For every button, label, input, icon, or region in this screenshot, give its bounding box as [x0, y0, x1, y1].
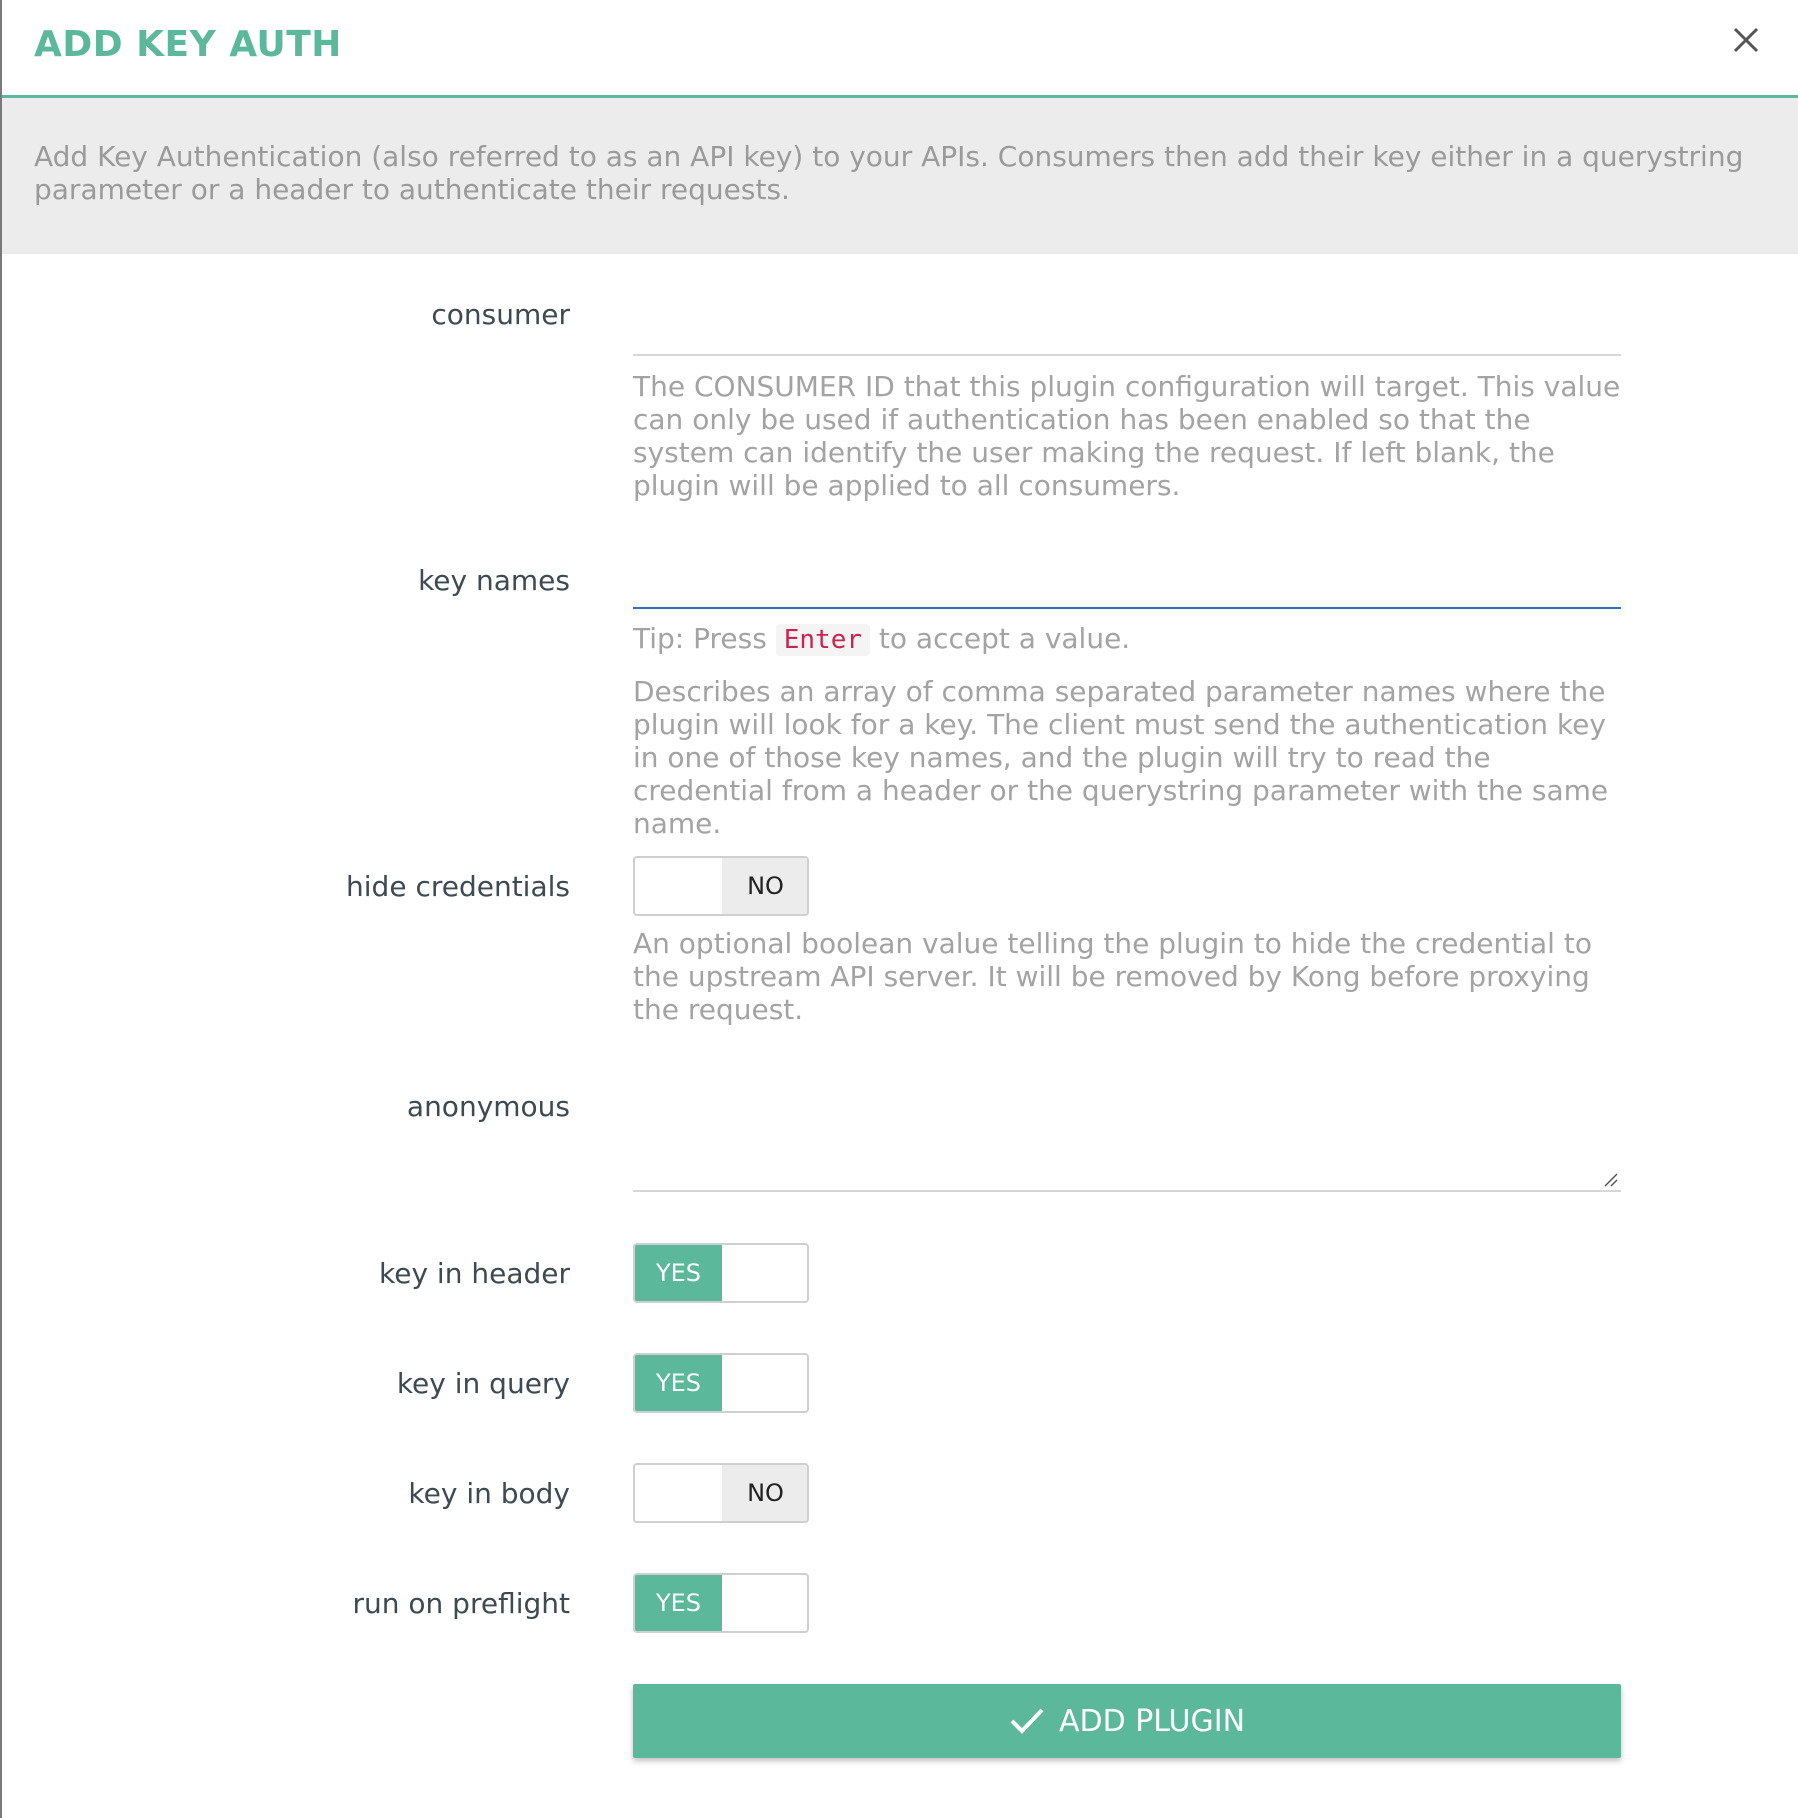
key-names-label: key names: [418, 564, 570, 597]
key-names-input-underline: [633, 607, 1621, 609]
hide-credentials-toggle[interactable]: [633, 856, 809, 916]
plugin-description: Add Key Authentication (also referred to as an API key) to your APIs. Consumers then add their key either in a querystring parameter or a header to authenticate their requests.: [2, 98, 1798, 254]
toggle-yes-side: [635, 1465, 722, 1521]
toggle-no-side: [722, 1355, 809, 1411]
modal-title: ADD KEY AUTH: [34, 24, 342, 65]
hide-credentials-help-text: An optional boolean value telling the plugin to hide the credential to the upstream API server. It will be removed by Kong before proxying the request.: [633, 927, 1592, 1026]
key-in-header-toggle[interactable]: [633, 1243, 809, 1303]
key-in-body-toggle[interactable]: [633, 1463, 809, 1523]
add-plugin-button[interactable]: [633, 1684, 1621, 1758]
tip-suffix: to accept a value.: [878, 622, 1131, 655]
key-in-query-label: key in query: [396, 1367, 570, 1400]
add-plugin-label: ADD PLUGIN: [1058, 1703, 1246, 1739]
close-icon[interactable]: [1726, 20, 1766, 60]
toggle-yes-side: [635, 858, 722, 914]
run-on-preflight-label: run on preflight: [352, 1587, 570, 1620]
enter-key-code: Enter: [776, 624, 870, 656]
toggle-state: YES: [635, 1355, 722, 1411]
key-names-help-text: Describes an array of comma separated parameter names where the plugin will look for a key. The client must send the authentication key in one of those key names, and the plugin will try to read the credential from a header or the querystring parameter with the same name.: [633, 675, 1609, 840]
key-names-input[interactable]: [633, 548, 1621, 608]
consumer-input-underline: [633, 354, 1621, 356]
resize-handle-icon[interactable]: [1601, 1170, 1619, 1188]
toggle-state: NO: [722, 1465, 809, 1521]
run-on-preflight-toggle[interactable]: [633, 1573, 809, 1633]
consumer-input[interactable]: [633, 290, 1621, 356]
key-in-body-label: key in body: [408, 1477, 570, 1510]
toggle-state: YES: [635, 1245, 722, 1301]
tip-prefix: Tip: Press: [633, 622, 767, 655]
check-icon: [1009, 1706, 1045, 1736]
toggle-no-side: [722, 1245, 809, 1301]
anonymous-label: anonymous: [406, 1090, 570, 1123]
key-names-tip: [633, 622, 1623, 657]
consumer-label: consumer: [431, 298, 570, 331]
key-in-header-label: key in header: [379, 1257, 570, 1290]
toggle-state: YES: [635, 1575, 722, 1631]
toggle-state: NO: [722, 858, 809, 914]
toggle-no-side: [722, 1575, 809, 1631]
hide-credentials-label: hide credentials: [346, 870, 570, 903]
consumer-help-text: The CONSUMER ID that this plugin configuration will target. This value can only be used if authentication has been enabled so that the system can identify the user making the request. If left blank, the plugin will be applied to all consumers.: [633, 370, 1621, 502]
key-in-query-toggle[interactable]: [633, 1353, 809, 1413]
modal-header: [2, 0, 1798, 98]
anonymous-textarea[interactable]: [633, 1080, 1621, 1192]
